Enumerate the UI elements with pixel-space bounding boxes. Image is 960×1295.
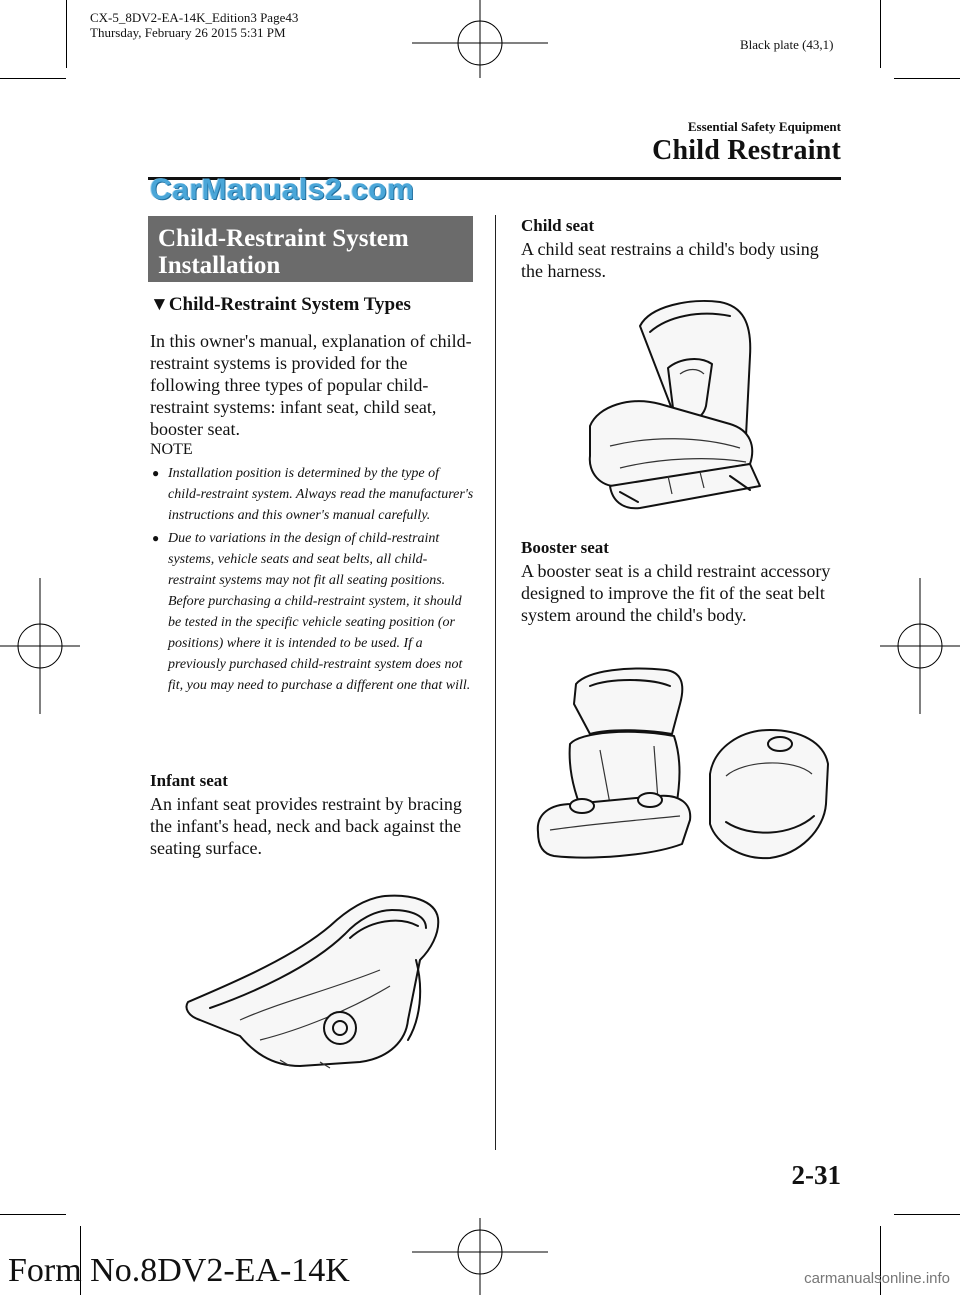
crop-mark — [894, 78, 960, 79]
subheading-text: Child-Restraint System Types — [168, 294, 411, 315]
child-seat-illustration — [580, 296, 765, 521]
booster-seat-illustration — [530, 664, 835, 874]
registration-mark-right — [880, 578, 960, 714]
infant-seat-title: Infant seat — [150, 771, 228, 790]
column-divider — [495, 215, 496, 1150]
plate-label: Black plate (43,1) — [740, 37, 834, 52]
section-title: Essential Safety Equipment — [687, 119, 841, 134]
crop-mark — [0, 1214, 66, 1215]
watermark-footer: carmanualsonline.info — [804, 1270, 950, 1287]
crop-mark — [894, 1214, 960, 1215]
chapter-title: Child Restraint — [652, 135, 841, 166]
registration-mark-top — [412, 0, 548, 78]
booster-seat-text: A booster seat is a child restraint accessory designed to improve the fit of the seat belt system around the child's body. — [521, 561, 831, 625]
section-banner — [148, 216, 473, 282]
infant-seat-illustration — [180, 890, 445, 1072]
intro-paragraph: In this owner's manual, explanation of child-restraint systems is provided for the following three types of popular child-restraint systems: infant seat, child seat, booster seat. — [150, 331, 472, 439]
note-title: NOTE — [150, 441, 193, 458]
note-item: ● Installation position is determined by the type of child-restraint system. Always read the manufacturer's instructions and this owner's manual carefully. — [150, 463, 475, 526]
crop-mark — [66, 0, 67, 68]
note-item: ● Due to variations in the design of child-restraint systems, vehicle seats and seat belts, all child-restraint systems may not fit all seating positions. Before purchasing a child-restraint system, it should be tested in the specific vehicle seating position (or positions) where it is intended to be used. If a previously purchased child-restraint system does not fit, you may need to purchase a different one that will. — [150, 528, 475, 696]
bullet-icon: ● — [152, 531, 160, 545]
child-seat-text: A child seat restrains a child's body using the harness. — [521, 239, 819, 281]
booster-seat-title: Booster seat — [521, 538, 609, 557]
subheading — [150, 294, 411, 316]
note-list — [150, 463, 475, 696]
page-number: 2-31 — [791, 1160, 841, 1190]
watermark-logo: CarManuals2.com — [150, 173, 415, 206]
infant-seat-text: An infant seat provides restraint by bracing the infant's head, neck and back against the seating surface. — [150, 794, 462, 858]
triangle-marker-icon: ▼ — [150, 294, 169, 315]
crop-mark — [880, 0, 881, 68]
child-seat-title: Child seat — [521, 216, 595, 235]
crop-mark — [0, 78, 66, 79]
banner-title-line2: Installation — [158, 252, 281, 279]
registration-mark-left — [0, 578, 80, 714]
bullet-icon: ● — [152, 466, 160, 480]
print-file-label: CX-5_8DV2-EA-14K_Edition3 Page43 — [90, 10, 299, 25]
print-date-label: Thursday, February 26 2015 5:31 PM — [90, 25, 286, 40]
banner-title-line1: Child-Restraint System — [158, 225, 409, 252]
registration-mark-bottom — [412, 1218, 548, 1295]
form-number: Form No.8DV2-EA-14K — [8, 1252, 350, 1289]
